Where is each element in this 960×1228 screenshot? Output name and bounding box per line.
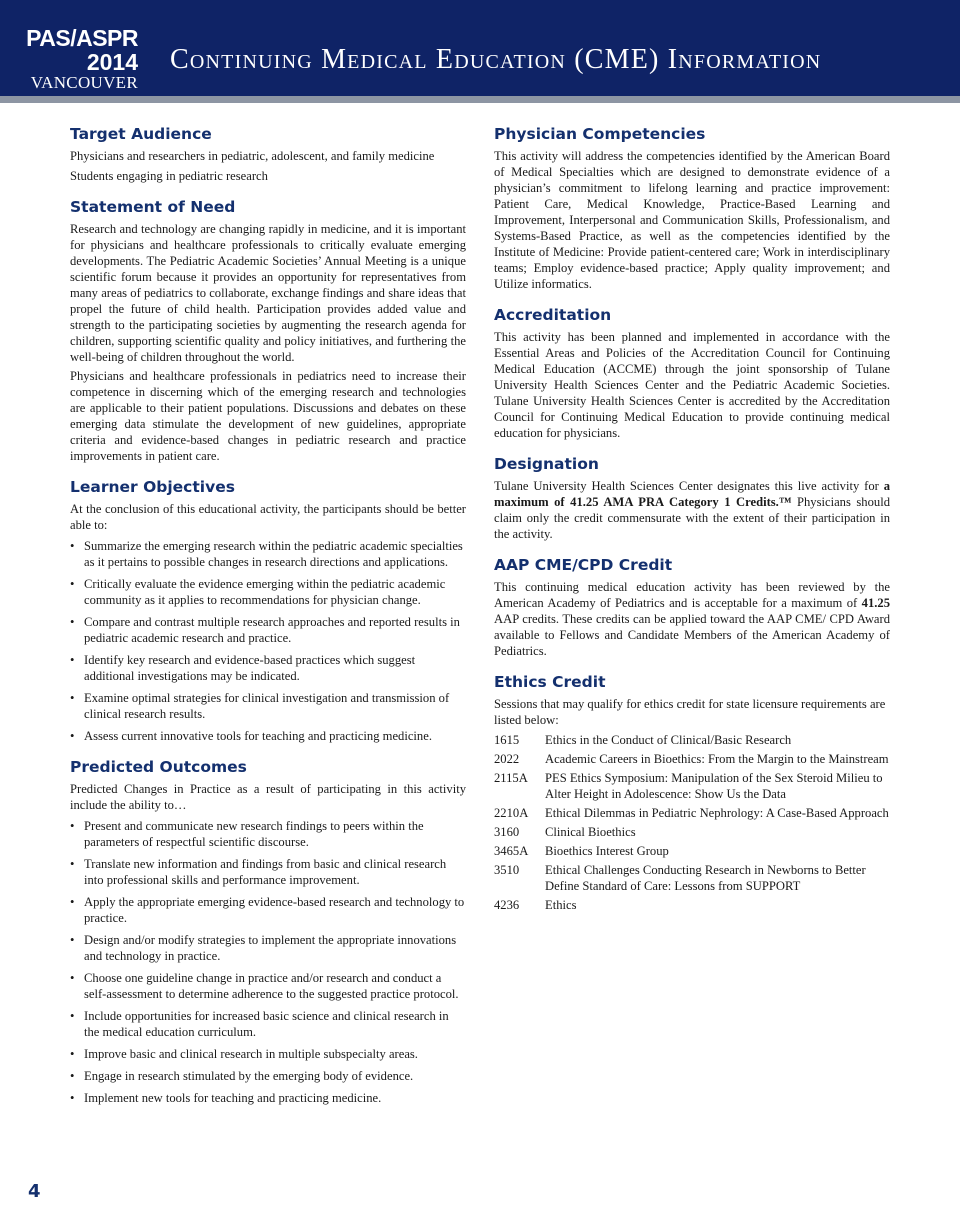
bullet-icon: • bbox=[70, 819, 75, 833]
list-item bbox=[494, 732, 890, 748]
paragraph: Physicians and healthcare professionals in pediatrics need to increase their competence in discerning which of the emerging research and technologies are applicable to their patient populations. Discussions and debates on these emerging data stimulate the development of new guidelines, appropriate criteria and evidence-based changes in pediatric research and practice improvements in patient care. bbox=[70, 369, 466, 463]
designation-section bbox=[494, 454, 890, 542]
bullet-icon: • bbox=[70, 971, 75, 985]
session-code: 3510 bbox=[494, 863, 520, 877]
audience-line: Students engaging in pediatric research bbox=[70, 169, 268, 183]
page-header bbox=[0, 0, 960, 96]
target-audience-section bbox=[70, 124, 466, 184]
list-item: • Include opportunities for increased basic science and clinical research in the medical education curriculum. bbox=[70, 1009, 449, 1039]
session-title: Bioethics Interest Group bbox=[545, 844, 669, 858]
bullet-icon: • bbox=[70, 653, 75, 667]
bullet-icon: • bbox=[70, 615, 75, 629]
list-item bbox=[494, 751, 890, 767]
list-item bbox=[494, 862, 890, 894]
paragraph: Tulane University Health Sciences Center designates this live activity for a maximum of 41.25 AMA PRA Category 1 Credits.™ Physicians should claim only the credit commensurate with the extent of their participation in the activity. bbox=[494, 479, 890, 541]
paragraph: Predicted Changes in Practice as a result of participating in this activity include the ability to… bbox=[70, 782, 466, 812]
session-code: 1615 bbox=[494, 733, 520, 747]
bullet-icon: • bbox=[70, 933, 75, 947]
bullet-icon: • bbox=[70, 577, 75, 591]
list-item: • Summarize the emerging research within the pediatric academic specialties as it pertains to possible changes in research directions and applications. bbox=[70, 539, 463, 569]
session-code: 2115A bbox=[494, 771, 528, 785]
credit-amount: a maximum of 41.25 AMA PRA Category 1 Credits.™ bbox=[494, 479, 890, 509]
paragraph: This activity has been planned and implemented in accordance with the Essential Areas and Policies of the Accreditation Council for Continuing Medical Education (ACCME) through the joint sponsorship of Tulane University Health Sciences Center and the Pediatric Academic Societies. Tulane University Health Sciences Center is accredited by the Accreditation Council for Continuing Medical Education to provide continuing medical education for physicians. bbox=[494, 330, 890, 440]
session-code: 2022 bbox=[494, 752, 520, 766]
section-heading: Physician Competencies bbox=[494, 125, 706, 143]
paragraph: Research and technology are changing rapidly in medicine, and it is important for physicians and healthcare professionals to critically evaluate emerging developments. The Pediatric Academic Societies’ Annual Meeting is a unique scientific forum because it provides an opportunity for representatives from many areas of pediatrics to collaborate, exchange findings and share ideas that propel the future of child health. Participation provides added value and strength to the participating societies by augmenting the research agenda for children, supporting scientific quality and policy initiatives, and furthering the well-being of children throughout the world. bbox=[70, 222, 466, 364]
list-item: • Apply the appropriate emerging evidence-based research and technology to practice. bbox=[70, 895, 465, 925]
section-heading: Ethics Credit bbox=[494, 673, 606, 691]
logo-text-year: 2014 bbox=[86, 49, 138, 75]
physician-competencies-section bbox=[494, 124, 890, 292]
list-item: • Design and/or modify strategies to implement the appropriate innovations and technology in practice. bbox=[70, 933, 457, 963]
logo-text-pas-aspr: PAS/ASPR bbox=[26, 25, 138, 51]
section-heading: AAP CME/CPD Credit bbox=[494, 556, 673, 574]
bullet-icon: • bbox=[70, 1047, 75, 1061]
list-item: • Implement new tools for teaching and practicing medicine. bbox=[70, 1091, 382, 1105]
logo-text-city: VANCOUVER bbox=[30, 73, 138, 92]
session-title: PES Ethics Symposium: Manipulation of the Sex Steroid Milieu to Alter Height in Adolescence: Show Us the Data bbox=[545, 771, 883, 801]
session-code: 3160 bbox=[494, 825, 520, 839]
bullet-icon: • bbox=[70, 857, 75, 871]
section-heading: Statement of Need bbox=[70, 198, 236, 216]
list-item: • Assess current innovative tools for teaching and practicing medicine. bbox=[70, 729, 432, 743]
page-title: Continuing Medical Education (CME) Information bbox=[170, 44, 822, 75]
bullet-icon: • bbox=[70, 1009, 75, 1023]
session-title: Clinical Bioethics bbox=[545, 825, 636, 839]
right-column bbox=[494, 124, 890, 913]
bullet-icon: • bbox=[70, 1091, 75, 1105]
list-item bbox=[494, 770, 890, 802]
list-item bbox=[494, 805, 890, 821]
page-number: 4 bbox=[28, 1181, 41, 1202]
paragraph: Sessions that may qualify for ethics credit for state licensure requirements are listed below: bbox=[494, 697, 886, 727]
bullet-icon: • bbox=[70, 729, 75, 743]
section-heading: Predicted Outcomes bbox=[70, 758, 247, 776]
credit-amount: 41.25 bbox=[861, 596, 890, 610]
learner-objectives-section bbox=[70, 477, 466, 744]
list-item: • Present and communicate new research findings to peers within the parameters of respectful scientific discourse. bbox=[70, 819, 424, 849]
predicted-outcomes-section bbox=[70, 757, 466, 1106]
left-column bbox=[70, 124, 466, 1112]
list-item: • Engage in research stimulated by the emerging body of evidence. bbox=[70, 1069, 414, 1083]
session-code: 4236 bbox=[494, 898, 520, 912]
session-title: Ethics bbox=[545, 898, 577, 912]
section-heading: Accreditation bbox=[494, 306, 612, 324]
bullet-icon: • bbox=[70, 691, 75, 705]
section-heading: Learner Objectives bbox=[70, 478, 235, 496]
bullet-icon: • bbox=[70, 1069, 75, 1083]
accreditation-section bbox=[494, 305, 890, 441]
session-title: Academic Careers in Bioethics: From the Margin to the Mainstream bbox=[545, 752, 889, 766]
session-code: 3465A bbox=[494, 844, 529, 858]
list-item: • Translate new information and findings from basic and clinical research into professional skills and performance improvement. bbox=[70, 857, 447, 887]
list-item: • Choose one guideline change in practice and/or research and conduct a self-assessment to determine adherence to the suggested practice protocol. bbox=[70, 971, 459, 1001]
statement-of-need-section bbox=[70, 197, 466, 464]
aap-credit-section bbox=[494, 555, 890, 659]
session-code: 2210A bbox=[494, 806, 529, 820]
section-heading: Target Audience bbox=[70, 125, 212, 143]
ethics-sessions-list bbox=[494, 732, 890, 913]
session-title: Ethical Challenges Conducting Research in Newborns to Better Define Standard of Care: Lessons from SUPPORT bbox=[545, 863, 866, 893]
list-item: • Improve basic and clinical research in multiple subspecialty areas. bbox=[70, 1047, 418, 1061]
header-divider bbox=[0, 96, 960, 103]
paragraph: At the conclusion of this educational activity, the participants should be better able to: bbox=[70, 502, 466, 532]
list-item bbox=[494, 843, 890, 859]
audience-line: Physicians and researchers in pediatric, adolescent, and family medicine bbox=[70, 149, 435, 163]
ethics-credit-section bbox=[494, 672, 890, 913]
list-item: • Critically evaluate the evidence emerging within the pediatric academic community as it applies to recommendations for physician change. bbox=[70, 577, 446, 607]
section-heading: Designation bbox=[494, 455, 599, 473]
list-item: • Examine optimal strategies for clinical investigation and transmission of clinical research results. bbox=[70, 691, 450, 721]
pas-aspr-logo bbox=[26, 26, 138, 92]
list-item: • Compare and contrast multiple research approaches and reported results in pediatric academic research and practice. bbox=[70, 615, 460, 645]
bullet-icon: • bbox=[70, 895, 75, 909]
bullet-icon: • bbox=[70, 539, 75, 553]
paragraph: This continuing medical education activity has been reviewed by the American Academy of Pediatrics and is acceptable for a maximum of 41.25 AAP credits. These credits can be applied toward the AAP CME/ CPD Award available to Fellows and Candidate Members of the American Academy of Pediatrics. bbox=[494, 580, 890, 658]
list-item: • Identify key research and evidence-based practices which suggest additional investigations may be indicated. bbox=[70, 653, 416, 683]
list-item bbox=[494, 897, 890, 913]
paragraph: This activity will address the competencies identified by the American Board of Medical Specialties which are designed to demonstrate evidence of a physician’s commitment to lifelong learning and practice improvement: Patient Care, Medical Knowledge, Practice-Based Learning and Improvement, Interpersonal and Communication Skills, Professionalism, and Systems-Based Practice, as well as the competencies identified by the Institute of Medicine: Provide patient-centered care; Work in interdisciplinary teams; Employ evidence-based practice; Apply quality improvement; and Utilize informatics. bbox=[494, 149, 890, 291]
session-title: Ethical Dilemmas in Pediatric Nephrology: A Case-Based Approach bbox=[545, 806, 889, 820]
objectives-list bbox=[70, 538, 466, 744]
outcomes-list bbox=[70, 818, 466, 1106]
session-title: Ethics in the Conduct of Clinical/Basic Research bbox=[545, 733, 792, 747]
list-item bbox=[494, 824, 890, 840]
